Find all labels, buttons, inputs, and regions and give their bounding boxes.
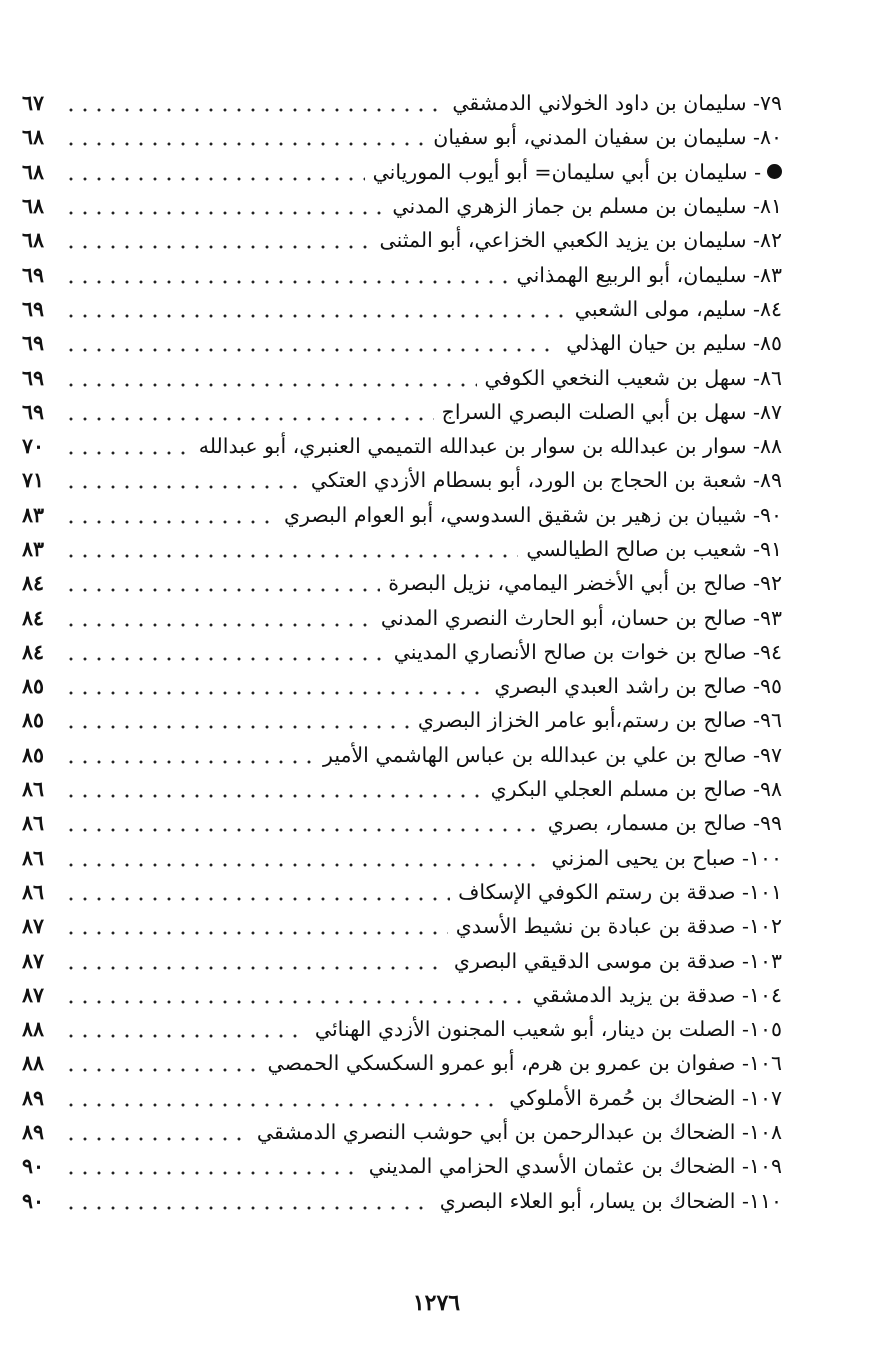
dot-leader: [64, 909, 448, 943]
entry-title: [373, 155, 782, 189]
entry-title-text: ١٠٤- صدقة بن يزيد الدمشقي: [532, 982, 782, 1007]
entry-title: [257, 1115, 782, 1149]
entry-title-text: ١٠٧- الضحاك بن حُمرة الأملوكي: [509, 1085, 782, 1110]
dot-leader: [64, 978, 525, 1012]
dot-leader: [64, 669, 486, 703]
entry-page-number: ٧٠: [22, 434, 45, 459]
entry-title: [517, 258, 782, 292]
entry-page-number: ٧١: [22, 468, 45, 493]
toc-entry: [22, 1046, 782, 1080]
entry-title: [533, 978, 782, 1012]
entry-title-text: ٩١- شعيب بن صالح الطيالسي: [526, 537, 782, 561]
entry-title: [485, 361, 782, 395]
entry-title: [388, 566, 782, 600]
toc-entry: [22, 223, 782, 257]
entry-title: [381, 601, 782, 635]
toc-entry: [22, 360, 782, 394]
entry-title: [323, 738, 782, 772]
dot-leader: [64, 1149, 361, 1183]
entry-page-number: ٨٧: [22, 948, 45, 973]
entry-title-text: ٩٨- صالح بن مسلم العجلي البكري: [490, 777, 782, 802]
entry-title: [575, 292, 782, 326]
dot-leader: [64, 463, 303, 497]
dot-leader: [64, 292, 567, 326]
entry-page-number: ٨٤: [22, 605, 45, 630]
toc-entry: [22, 257, 782, 291]
entry-page-number: ٨٨: [22, 1017, 45, 1042]
dot-leader: [64, 875, 450, 909]
entry-title-text: ٨٠- سليمان بن سفيان المدني، أبو سفيان: [433, 125, 782, 150]
entry-title-text: ٨٨- سوار بن عبدالله بن سوار بن عبدالله التميمي العنبري، أبو عبدالله: [198, 434, 782, 459]
dot-leader: [64, 1184, 432, 1218]
entry-title-text: ٩٥- صالح بن راشد العبدي البصري: [494, 674, 782, 699]
toc-entry: [22, 600, 782, 634]
entry-title: [284, 498, 782, 532]
entry-title: [311, 463, 782, 497]
entry-title-text: ١٠٨- الضحاك بن عبدالرحمن بن أبي حوشب النصري الدمشقي: [256, 1120, 782, 1145]
bullet-icon: [767, 164, 782, 179]
toc-entry: [22, 463, 782, 497]
entry-title: [267, 1046, 782, 1080]
dot-leader: [64, 532, 518, 566]
toc-entry: [22, 635, 782, 669]
toc-entry: [22, 189, 782, 223]
entry-title: [526, 532, 782, 566]
page-number: ١٢٧٦: [412, 1290, 461, 1316]
entry-page-number: ٨٥: [22, 674, 45, 699]
entry-title-text: ٨٥- سليم بن حيان الهذلي: [566, 331, 782, 356]
entry-title: [458, 875, 782, 909]
dot-leader: [64, 155, 365, 189]
toc-entry: [22, 429, 782, 463]
dot-leader: [64, 944, 446, 978]
toc-entry: [22, 1115, 782, 1149]
entry-page-number: ٨٧: [22, 914, 45, 939]
entry-title-text: ١١٠- الضحاك بن يسار، أبو العلاء البصري: [439, 1188, 782, 1213]
entry-page-number: ٨٥: [22, 708, 45, 733]
entry-title: [392, 189, 782, 223]
toc-entry: [22, 155, 782, 189]
dot-leader: [64, 223, 372, 257]
toc-entry: [22, 1184, 782, 1218]
entry-title-text: - سليمان بن أبي سليمان= أبو أيوب المورياني: [372, 159, 761, 184]
toc-entry: [22, 86, 782, 120]
entry-title-text: ١٠٩- الضحاك بن عثمان الأسدي الحزامي المديني: [368, 1154, 782, 1179]
dot-leader: [64, 361, 477, 395]
entry-title: [491, 772, 782, 806]
entry-page-number: ٦٨: [22, 228, 45, 253]
entry-title: [452, 86, 782, 120]
entry-title: [509, 1081, 782, 1115]
entry-page-number: ٦٩: [22, 331, 45, 356]
toc-entry: [22, 532, 782, 566]
dot-leader: [64, 738, 315, 772]
dot-leader: [64, 189, 384, 223]
toc-entry: [22, 841, 782, 875]
entry-title-text: ٨٧- سهل بن أبي الصلت البصري السراج: [441, 399, 782, 424]
toc-entry: [22, 978, 782, 1012]
entry-page-number: ٦٨: [22, 194, 45, 219]
dot-leader: [64, 1115, 249, 1149]
toc-entry: [22, 703, 782, 737]
dot-leader: [64, 806, 540, 840]
entry-page-number: ٨٤: [22, 571, 45, 596]
entry-title-text: ٩٠- شيبان بن زهير بن شقيق السدوسي، أبو العوام البصري: [284, 502, 782, 527]
entry-page-number: ٦٩: [22, 296, 45, 321]
entry-title-text: ٨١- سليمان بن مسلم بن جماز الزهري المدني: [392, 194, 782, 219]
toc-entry: [22, 566, 782, 600]
entry-page-number: ٨٦: [22, 777, 45, 802]
entry-title-text: ١٠٥- الصلت بن دينار، أبو شعيب المجنون الأزدي الهنائي: [314, 1017, 782, 1042]
entry-page-number: ٨٦: [22, 879, 45, 904]
dot-leader: [64, 120, 425, 154]
dot-leader: [64, 601, 373, 635]
entry-title-text: ٨٢- سليمان بن يزيد الكعبي الخزاعي، أبو المثنى: [379, 228, 782, 253]
dot-leader: [64, 258, 509, 292]
toc-entry: [22, 1012, 782, 1046]
dot-leader: [64, 429, 191, 463]
entry-title: [199, 429, 782, 463]
entry-page-number: ٦٩: [22, 365, 45, 390]
entry-title: [433, 120, 782, 154]
table-of-contents: [22, 86, 782, 1218]
dot-leader: [64, 326, 558, 360]
entry-page-number: ٨٦: [22, 811, 45, 836]
toc-entry: [22, 292, 782, 326]
toc-entry: [22, 943, 782, 977]
entry-page-number: ٨٦: [22, 845, 45, 870]
entry-page-number: ٨٣: [22, 537, 45, 561]
entry-title-text: ١٠٦- صفوان بن عمرو بن هرم، أبو عمرو السكسكي الحمصي: [267, 1051, 782, 1076]
entry-title-text: ٨٤- سليم، مولى الشعبي: [574, 296, 782, 321]
entry-title: [315, 1012, 782, 1046]
entry-page-number: ٨٩: [22, 1085, 45, 1110]
dot-leader: [64, 86, 444, 120]
toc-entry: [22, 806, 782, 840]
dot-leader: [64, 841, 543, 875]
entry-title: [442, 395, 782, 429]
toc-entry: [22, 1081, 782, 1115]
dot-leader: [64, 1081, 501, 1115]
entry-page-number: ٩٠: [22, 1154, 45, 1179]
dot-leader: [64, 703, 410, 737]
entry-title-text: ١٠٣- صدقة بن موسى الدقيقي البصري: [453, 948, 782, 973]
entry-page-number: ٨٩: [22, 1120, 45, 1145]
dot-leader: [64, 498, 276, 532]
entry-title-text: ٩٩- صالح بن مسمار، بصري: [547, 811, 782, 836]
toc-entry: [22, 1149, 782, 1183]
entry-title: [551, 841, 782, 875]
toc-entry: [22, 772, 782, 806]
entry-title-text: ٨٩- شعبة بن الحجاج بن الورد، أبو بسطام الأزدي العتكي: [310, 468, 782, 493]
entry-title-text: ١٠٢- صدقة بن عبادة بن نشيط الأسدي: [455, 914, 782, 939]
entry-page-number: ٨٨: [22, 1051, 45, 1076]
entry-title: [456, 909, 782, 943]
entry-title: [454, 944, 782, 978]
entry-title-text: ٩٢- صالح بن أبي الأخضر اليمامي، نزيل البصرة: [388, 571, 782, 596]
entry-page-number: ٨٧: [22, 982, 45, 1007]
toc-entry: [22, 120, 782, 154]
entry-title: [566, 326, 782, 360]
toc-entry: [22, 498, 782, 532]
entry-page-number: ٨٣: [22, 502, 45, 527]
dot-leader: [64, 566, 380, 600]
entry-page-number: ٦٧: [22, 91, 45, 116]
toc-entry: [22, 326, 782, 360]
toc-entry: [22, 909, 782, 943]
entry-title: [494, 669, 782, 703]
dot-leader: [64, 395, 434, 429]
entry-page-number: ٦٨: [22, 159, 45, 184]
dot-leader: [64, 772, 483, 806]
toc-entry: [22, 738, 782, 772]
entry-title: [418, 703, 782, 737]
dot-leader: [64, 635, 386, 669]
entry-title: [394, 635, 782, 669]
entry-page-number: ٦٨: [22, 125, 45, 150]
entry-page-number: ٦٩: [22, 262, 45, 287]
entry-title: [440, 1184, 782, 1218]
dot-leader: [64, 1046, 259, 1080]
entry-page-number: ٨٥: [22, 742, 45, 767]
entry-title-text: ٩٦- صالح بن رستم،أبو عامر الخزاز البصري: [417, 708, 782, 733]
entry-title-text: ٩٧- صالح بن علي بن عبدالله بن عباس الهاشمي الأمير: [323, 742, 782, 767]
entry-title-text: ٨٦- سهل بن شعيب النخعي الكوفي: [484, 365, 782, 390]
entry-title-text: ٧٩- سليمان بن داود الخولاني الدمشقي: [452, 91, 782, 116]
entry-page-number: ٩٠: [22, 1188, 45, 1213]
entry-title-text: ٨٣- سليمان، أبو الربيع الهمذاني: [516, 262, 782, 287]
entry-title-text: ٩٣- صالح بن حسان، أبو الحارث النصري المدني: [380, 605, 782, 630]
toc-entry: [22, 395, 782, 429]
entry-title: [548, 806, 782, 840]
entry-page-number: ٦٩: [22, 399, 45, 424]
entry-title: [369, 1149, 782, 1183]
entry-title: [380, 223, 782, 257]
entry-title-text: ١٠٠- صباح بن يحيى المزني: [551, 845, 782, 870]
toc-entry: [22, 669, 782, 703]
entry-page-number: ٨٤: [22, 639, 45, 664]
dot-leader: [64, 1012, 307, 1046]
entry-title-text: ٩٤- صالح بن خوات بن صالح الأنصاري المديني: [393, 639, 782, 664]
toc-entry: [22, 875, 782, 909]
entry-title-text: ١٠١- صدقة بن رستم الكوفي الإسكاف: [458, 879, 782, 904]
